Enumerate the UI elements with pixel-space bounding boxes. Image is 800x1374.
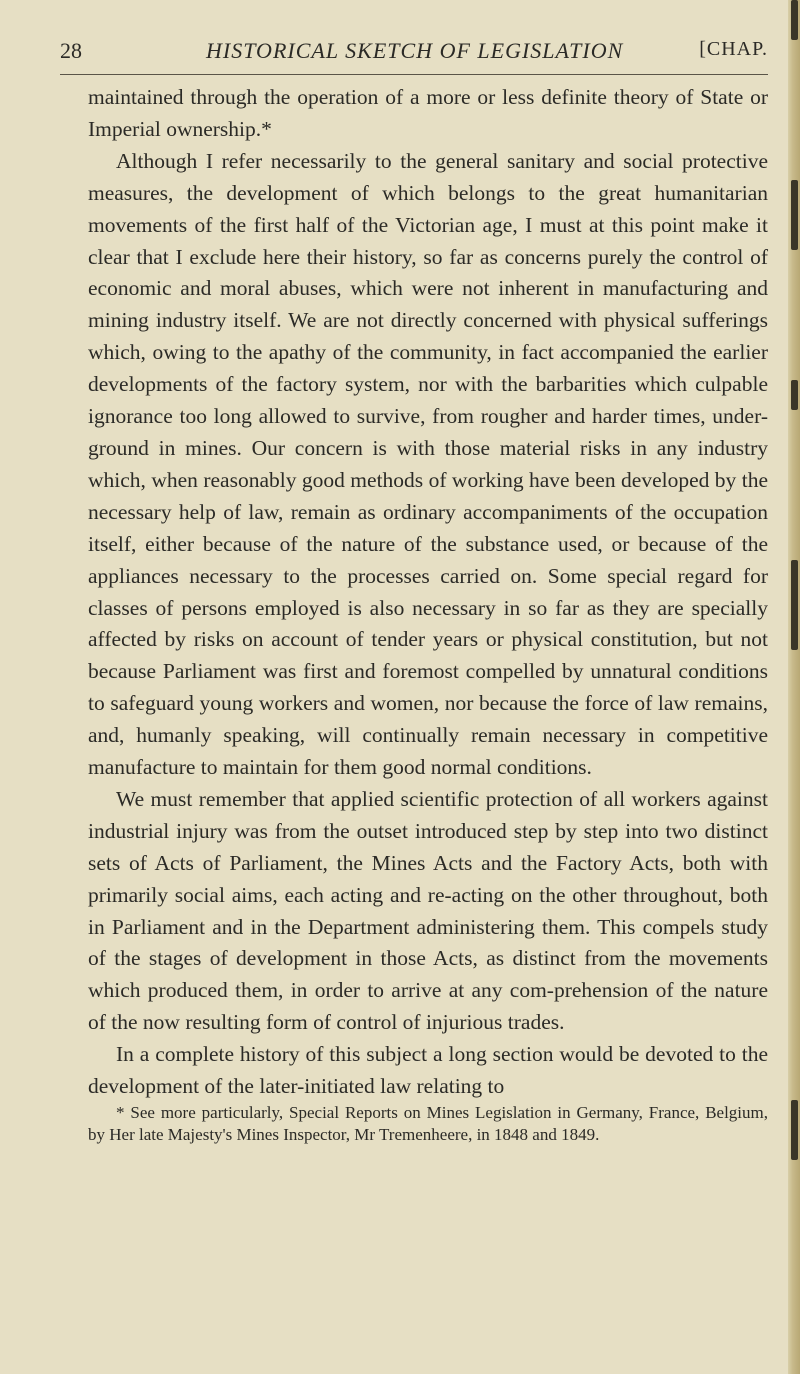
edge-mark <box>791 0 798 40</box>
edge-mark <box>791 180 798 250</box>
chapter-label: [CHAP. <box>699 38 768 60</box>
body-text <box>88 82 768 1103</box>
edge-mark <box>791 560 798 650</box>
running-title: HISTORICAL SKETCH OF LEGISLATION <box>206 38 624 63</box>
edge-mark <box>791 380 798 410</box>
page-number: 28 <box>60 38 82 63</box>
footnote: * See more particularly, Special Reports on Mines Legislation in Germany, France, Belgium, by Her late Majesty's Mines Inspector, Mr Tremenheere, in 1848 and 1849. <box>88 1103 768 1144</box>
page-edge <box>788 0 800 1374</box>
paragraph: Although I refer necessarily to the general sanitary and social protective measures, the development of which belongs to the great humanitarian movements of the first half of the Victorian age, I must at this point make it clear that I exclude here their history, so far as concerns purely the control of economic and moral abuses, which were not inherent in manufacturing and mining industry itself. We are not directly concerned with physical sufferings which, owing to the apathy of the community, in fact accompanied the earlier developments of the factory system, nor with the barbarities which culpable ignorance too long allowed to survive, from rougher and harder times, under-ground in mines. Our concern is with those material risks in any industry which, when reasonably good methods of working have been developed by the necessary help of law, remain as ordinary accompaniments of the occupation itself, either because of the nature of the substance used, or because of the appliances necessary to the processes carried on. Some special regard for classes of persons employed is also necessary in so far as they are specially affected by risks on account of tender years or physical constitution, but not because Parliament was first and foremost compelled by unnatural conditions to safeguard young workers and women, nor because the force of law remains, and, humanly speaking, will continually remain necessary in competitive manufacture to maintain for them good normal conditions. <box>88 148 768 780</box>
edge-mark <box>791 1100 798 1160</box>
paragraph: In a complete history of this subject a long section would be devoted to the development of the later-initiated law relating to <box>88 1042 768 1099</box>
page-header <box>60 36 768 75</box>
paragraph: We must remember that applied scientific protection of all workers against industrial injury was from the outset introduced step by step into two distinct sets of Acts of Parliament, the Mines Acts and the Factory Acts, both with primarily social aims, each acting and re-acting on the other throughout, both in Parliament and in the Department administering them. This compels study of the stages of development in those Acts, as distinct from the movements which produced them, in order to arrive at any com-prehension of the nature of the now resulting form of control of injurious trades. <box>88 786 768 1035</box>
paragraph: maintained through the operation of a more or less definite theory of State or Imperial ownership.* <box>88 85 768 141</box>
